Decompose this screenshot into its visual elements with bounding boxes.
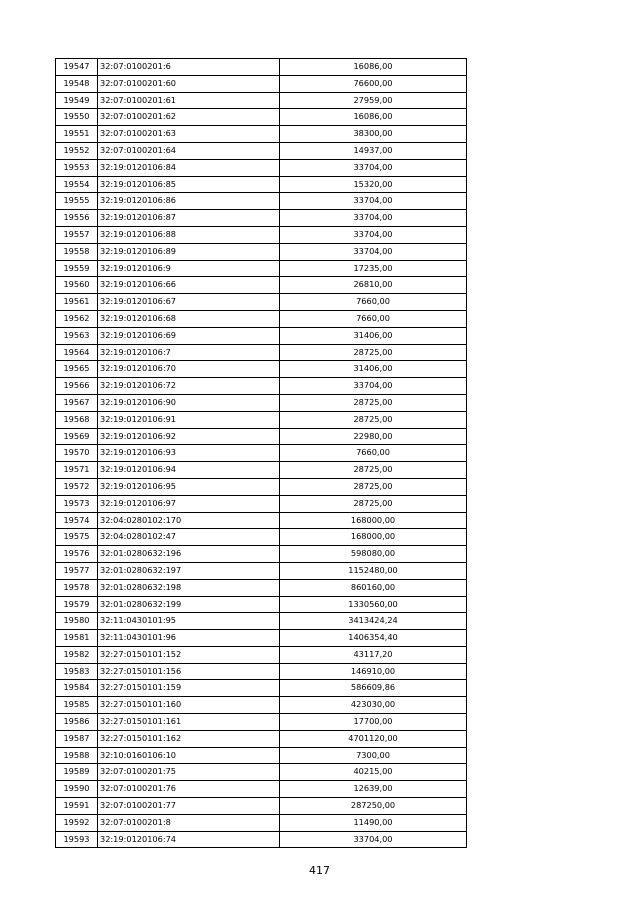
table-row bbox=[56, 109, 467, 126]
value-cell: 168000,00 bbox=[280, 512, 467, 529]
table-row bbox=[56, 176, 467, 193]
table-row bbox=[56, 260, 467, 277]
value-cell: 40215,00 bbox=[280, 764, 467, 781]
value-cell: 28725,00 bbox=[280, 478, 467, 495]
row-number-cell: 19568 bbox=[56, 411, 98, 428]
row-number-cell: 19554 bbox=[56, 176, 98, 193]
table-row bbox=[56, 512, 467, 529]
row-number-cell: 19565 bbox=[56, 361, 98, 378]
cadastral-number-cell: 32:07:0100201:64 bbox=[98, 142, 280, 159]
row-number-cell: 19583 bbox=[56, 663, 98, 680]
cadastral-number-cell: 32:19:0120106:74 bbox=[98, 831, 280, 848]
cadastral-number-cell: 32:19:0120106:86 bbox=[98, 193, 280, 210]
cadastral-number-cell: 32:27:0150101:152 bbox=[98, 646, 280, 663]
row-number-cell: 19564 bbox=[56, 344, 98, 361]
value-cell: 1406354,40 bbox=[280, 630, 467, 647]
row-number-cell: 19576 bbox=[56, 546, 98, 563]
value-cell: 15320,00 bbox=[280, 176, 467, 193]
cadastral-number-cell: 32:07:0100201:8 bbox=[98, 814, 280, 831]
table-row bbox=[56, 646, 467, 663]
value-cell: 287250,00 bbox=[280, 798, 467, 815]
table-row bbox=[56, 798, 467, 815]
value-cell: 33704,00 bbox=[280, 210, 467, 227]
table-row bbox=[56, 680, 467, 697]
value-cell: 28725,00 bbox=[280, 394, 467, 411]
row-number-cell: 19556 bbox=[56, 210, 98, 227]
value-cell: 33704,00 bbox=[280, 226, 467, 243]
cadastral-number-cell: 32:04:0280102:170 bbox=[98, 512, 280, 529]
value-cell: 17700,00 bbox=[280, 714, 467, 731]
row-number-cell: 19585 bbox=[56, 697, 98, 714]
cadastral-number-cell: 32:19:0120106:89 bbox=[98, 243, 280, 260]
row-number-cell: 19586 bbox=[56, 714, 98, 731]
cadastral-number-cell: 32:01:0280632:199 bbox=[98, 596, 280, 613]
page-number: 417 bbox=[309, 864, 330, 877]
cadastral-number-cell: 32:19:0120106:97 bbox=[98, 495, 280, 512]
row-number-cell: 19547 bbox=[56, 59, 98, 76]
cadastral-number-cell: 32:07:0100201:60 bbox=[98, 75, 280, 92]
value-cell: 16086,00 bbox=[280, 109, 467, 126]
table-row bbox=[56, 814, 467, 831]
table-row bbox=[56, 714, 467, 731]
table-row bbox=[56, 210, 467, 227]
table-row bbox=[56, 478, 467, 495]
row-number-cell: 19588 bbox=[56, 747, 98, 764]
table-row bbox=[56, 159, 467, 176]
row-number-cell: 19571 bbox=[56, 462, 98, 479]
value-cell: 7660,00 bbox=[280, 445, 467, 462]
row-number-cell: 19572 bbox=[56, 478, 98, 495]
table-row bbox=[56, 462, 467, 479]
table-row bbox=[56, 495, 467, 512]
row-number-cell: 19561 bbox=[56, 294, 98, 311]
table-row bbox=[56, 226, 467, 243]
row-number-cell: 19574 bbox=[56, 512, 98, 529]
value-cell: 26810,00 bbox=[280, 277, 467, 294]
cadastral-number-cell: 32:19:0120106:90 bbox=[98, 394, 280, 411]
table-row bbox=[56, 394, 467, 411]
value-cell: 598080,00 bbox=[280, 546, 467, 563]
table-row bbox=[56, 294, 467, 311]
cadastral-number-cell: 32:19:0120106:87 bbox=[98, 210, 280, 227]
row-number-cell: 19552 bbox=[56, 142, 98, 159]
row-number-cell: 19593 bbox=[56, 831, 98, 848]
cadastral-number-cell: 32:19:0120106:72 bbox=[98, 378, 280, 395]
row-number-cell: 19553 bbox=[56, 159, 98, 176]
cadastral-number-cell: 32:19:0120106:93 bbox=[98, 445, 280, 462]
table-row bbox=[56, 92, 467, 109]
value-cell: 586609,86 bbox=[280, 680, 467, 697]
row-number-cell: 19570 bbox=[56, 445, 98, 462]
table-row bbox=[56, 142, 467, 159]
value-cell: 17235,00 bbox=[280, 260, 467, 277]
cadastral-number-cell: 32:11:0430101:96 bbox=[98, 630, 280, 647]
row-number-cell: 19589 bbox=[56, 764, 98, 781]
cadastral-number-cell: 32:07:0100201:61 bbox=[98, 92, 280, 109]
value-cell: 7660,00 bbox=[280, 310, 467, 327]
cadastral-number-cell: 32:07:0100201:63 bbox=[98, 126, 280, 143]
table-row bbox=[56, 747, 467, 764]
value-cell: 33704,00 bbox=[280, 243, 467, 260]
row-number-cell: 19551 bbox=[56, 126, 98, 143]
table-row bbox=[56, 193, 467, 210]
row-number-cell: 19548 bbox=[56, 75, 98, 92]
cadastral-number-cell: 32:19:0120106:91 bbox=[98, 411, 280, 428]
cadastral-number-cell: 32:07:0100201:6 bbox=[98, 59, 280, 76]
row-number-cell: 19573 bbox=[56, 495, 98, 512]
row-number-cell: 19591 bbox=[56, 798, 98, 815]
value-cell: 43117,20 bbox=[280, 646, 467, 663]
table-row bbox=[56, 310, 467, 327]
value-cell: 146910,00 bbox=[280, 663, 467, 680]
row-number-cell: 19555 bbox=[56, 193, 98, 210]
table-row bbox=[56, 596, 467, 613]
cadastral-number-cell: 32:19:0120106:67 bbox=[98, 294, 280, 311]
row-number-cell: 19578 bbox=[56, 579, 98, 596]
table-body bbox=[56, 59, 467, 848]
value-cell: 38300,00 bbox=[280, 126, 467, 143]
value-cell: 423030,00 bbox=[280, 697, 467, 714]
row-number-cell: 19560 bbox=[56, 277, 98, 294]
table-row bbox=[56, 562, 467, 579]
value-cell: 33704,00 bbox=[280, 159, 467, 176]
row-number-cell: 19580 bbox=[56, 613, 98, 630]
cadastral-number-cell: 32:11:0430101:95 bbox=[98, 613, 280, 630]
row-number-cell: 19577 bbox=[56, 562, 98, 579]
row-number-cell: 19592 bbox=[56, 814, 98, 831]
value-cell: 168000,00 bbox=[280, 529, 467, 546]
cadastral-number-cell: 32:19:0120106:68 bbox=[98, 310, 280, 327]
cadastral-number-cell: 32:07:0100201:75 bbox=[98, 764, 280, 781]
cadastral-number-cell: 32:19:0120106:69 bbox=[98, 327, 280, 344]
value-cell: 11490,00 bbox=[280, 814, 467, 831]
row-number-cell: 19581 bbox=[56, 630, 98, 647]
table-row bbox=[56, 630, 467, 647]
row-number-cell: 19558 bbox=[56, 243, 98, 260]
cadastral-number-cell: 32:10:0160106:10 bbox=[98, 747, 280, 764]
value-cell: 860160,00 bbox=[280, 579, 467, 596]
cadastral-number-cell: 32:19:0120106:94 bbox=[98, 462, 280, 479]
value-cell: 1330560,00 bbox=[280, 596, 467, 613]
cadastral-number-cell: 32:07:0100201:62 bbox=[98, 109, 280, 126]
cadastral-number-cell: 32:27:0150101:156 bbox=[98, 663, 280, 680]
cadastral-number-cell: 32:19:0120106:7 bbox=[98, 344, 280, 361]
cadastral-number-cell: 32:19:0120106:84 bbox=[98, 159, 280, 176]
table-row bbox=[56, 579, 467, 596]
row-number-cell: 19549 bbox=[56, 92, 98, 109]
cadastral-number-cell: 32:04:0280102:47 bbox=[98, 529, 280, 546]
row-number-cell: 19587 bbox=[56, 730, 98, 747]
table-row bbox=[56, 546, 467, 563]
value-cell: 3413424,24 bbox=[280, 613, 467, 630]
table-row bbox=[56, 445, 467, 462]
cadastral-number-cell: 32:27:0150101:159 bbox=[98, 680, 280, 697]
value-cell: 31406,00 bbox=[280, 361, 467, 378]
cadastral-number-cell: 32:07:0100201:76 bbox=[98, 781, 280, 798]
cadastral-number-cell: 32:19:0120106:66 bbox=[98, 277, 280, 294]
value-cell: 76600,00 bbox=[280, 75, 467, 92]
row-number-cell: 19550 bbox=[56, 109, 98, 126]
table-row bbox=[56, 781, 467, 798]
row-number-cell: 19562 bbox=[56, 310, 98, 327]
value-cell: 33704,00 bbox=[280, 378, 467, 395]
cadastral-number-cell: 32:19:0120106:9 bbox=[98, 260, 280, 277]
table-row bbox=[56, 529, 467, 546]
row-number-cell: 19590 bbox=[56, 781, 98, 798]
table-row bbox=[56, 75, 467, 92]
value-cell: 22980,00 bbox=[280, 428, 467, 445]
cadastral-number-cell: 32:27:0150101:162 bbox=[98, 730, 280, 747]
table-row bbox=[56, 344, 467, 361]
value-cell: 28725,00 bbox=[280, 411, 467, 428]
row-number-cell: 19563 bbox=[56, 327, 98, 344]
data-table bbox=[55, 58, 467, 848]
cadastral-number-cell: 32:19:0120106:95 bbox=[98, 478, 280, 495]
value-cell: 7660,00 bbox=[280, 294, 467, 311]
cadastral-number-cell: 32:07:0100201:77 bbox=[98, 798, 280, 815]
table-row bbox=[56, 277, 467, 294]
table-row bbox=[56, 730, 467, 747]
value-cell: 1152480,00 bbox=[280, 562, 467, 579]
row-number-cell: 19584 bbox=[56, 680, 98, 697]
cadastral-number-cell: 32:27:0150101:160 bbox=[98, 697, 280, 714]
table-row bbox=[56, 663, 467, 680]
value-cell: 33704,00 bbox=[280, 193, 467, 210]
table-row bbox=[56, 613, 467, 630]
cadastral-number-cell: 32:19:0120106:85 bbox=[98, 176, 280, 193]
value-cell: 12639,00 bbox=[280, 781, 467, 798]
value-cell: 27959,00 bbox=[280, 92, 467, 109]
value-cell: 4701120,00 bbox=[280, 730, 467, 747]
cadastral-number-cell: 32:01:0280632:197 bbox=[98, 562, 280, 579]
value-cell: 14937,00 bbox=[280, 142, 467, 159]
row-number-cell: 19579 bbox=[56, 596, 98, 613]
value-cell: 28725,00 bbox=[280, 462, 467, 479]
cadastral-number-cell: 32:27:0150101:161 bbox=[98, 714, 280, 731]
table-row bbox=[56, 126, 467, 143]
cadastral-number-cell: 32:01:0280632:198 bbox=[98, 579, 280, 596]
table-row bbox=[56, 831, 467, 848]
table-row bbox=[56, 243, 467, 260]
table-row bbox=[56, 361, 467, 378]
value-cell: 28725,00 bbox=[280, 344, 467, 361]
row-number-cell: 19569 bbox=[56, 428, 98, 445]
table-row bbox=[56, 697, 467, 714]
value-cell: 31406,00 bbox=[280, 327, 467, 344]
row-number-cell: 19575 bbox=[56, 529, 98, 546]
table-row bbox=[56, 764, 467, 781]
cadastral-number-cell: 32:19:0120106:88 bbox=[98, 226, 280, 243]
cadastral-number-cell: 32:19:0120106:70 bbox=[98, 361, 280, 378]
table-row bbox=[56, 378, 467, 395]
value-cell: 33704,00 bbox=[280, 831, 467, 848]
row-number-cell: 19582 bbox=[56, 646, 98, 663]
row-number-cell: 19557 bbox=[56, 226, 98, 243]
cadastral-number-cell: 32:19:0120106:92 bbox=[98, 428, 280, 445]
value-cell: 16086,00 bbox=[280, 59, 467, 76]
value-cell: 28725,00 bbox=[280, 495, 467, 512]
table-row bbox=[56, 327, 467, 344]
table-row bbox=[56, 428, 467, 445]
row-number-cell: 19567 bbox=[56, 394, 98, 411]
table-row bbox=[56, 59, 467, 76]
cadastral-number-cell: 32:01:0280632:196 bbox=[98, 546, 280, 563]
row-number-cell: 19559 bbox=[56, 260, 98, 277]
table-row bbox=[56, 411, 467, 428]
row-number-cell: 19566 bbox=[56, 378, 98, 395]
value-cell: 7300,00 bbox=[280, 747, 467, 764]
